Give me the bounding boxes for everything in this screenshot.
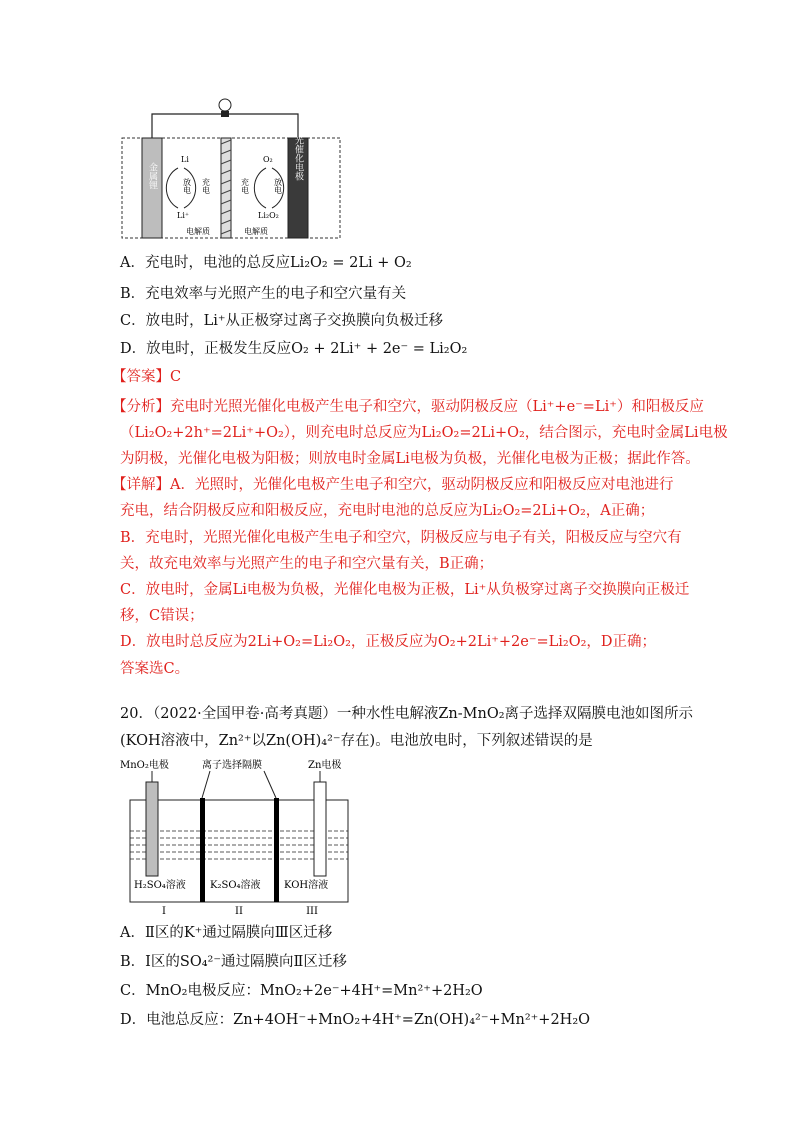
- detail-line-3: B．充电时，光照光催化电极产生电子和空穴，阴极反应与电子有关，阳极反应与空穴有: [120, 530, 682, 546]
- solution-1-label: H₂SO₄溶液: [134, 880, 186, 891]
- right-electrode-label: 光催化电极: [293, 135, 303, 181]
- zn-electrode-label: Zn电极: [308, 760, 342, 771]
- li-label: Li: [181, 155, 189, 164]
- charge-label-right: 充电: [240, 178, 250, 194]
- detail-line-6: 移，C错误；: [120, 608, 204, 624]
- analysis-label: 【分析】: [112, 399, 170, 415]
- discharge-label-left: 放电: [182, 178, 192, 194]
- mno2-electrode: [146, 782, 158, 876]
- detail-line-7: D．放电时总反应为2Li+O₂=Li₂O₂，正极反应为O₂+2Li⁺+2e⁻=Li₂O₂，D正确；: [120, 634, 657, 650]
- o2-label: O₂: [263, 155, 273, 164]
- battery-diagram-li-o2: [118, 96, 344, 246]
- charge-label-left: 充电: [201, 178, 211, 194]
- detail-line-8: 答案选C。: [120, 661, 190, 677]
- zone-3-label: III: [306, 906, 318, 917]
- li2o2-label: Li₂O₂: [258, 211, 279, 220]
- option-a-q20: A．Ⅱ区的K⁺通过隔膜向Ⅲ区迁移: [120, 925, 333, 941]
- electrolyte-label-right: 电解质: [244, 227, 268, 236]
- analysis-line-3: 为阴极，光催化电极为阳极；则放电时金属Li电极为负极，光催化电极为正极；据此作答。: [120, 451, 700, 467]
- answer-line: [112, 366, 181, 388]
- detail-line-5: C．放电时，金属Li电极为负极，光催化电极为正极，Li⁺从负极穿过离子交换膜向正极迁: [120, 582, 690, 598]
- solution-3-label: KOH溶液: [284, 880, 329, 891]
- q20-stem-line-1: 20．（2022·全国甲卷·高考真题）一种水性电解液Zn-MnO₂离子选择双隔膜电池如图所示: [120, 706, 694, 722]
- option-b-q20: B．Ⅰ区的SO₄²⁻通过隔膜向Ⅱ区迁移: [120, 954, 347, 970]
- discharge-label-right: 放电: [273, 178, 283, 194]
- option-c-q20: C．MnO₂电极反应：MnO₂+2e⁻+4H⁺=Mn²⁺+2H₂O: [120, 983, 483, 999]
- answer-label: 【答案】: [112, 369, 170, 385]
- left-electrode-label: 金属锂: [147, 162, 157, 190]
- option-d-q20: D．电池总反应：Zn+4OH⁻+MnO₂+4H⁺=Zn(OH)₄²⁻+Mn²⁺+2H₂O: [120, 1012, 591, 1028]
- detail-line-1: [112, 474, 673, 496]
- zn-electrode: [314, 782, 326, 876]
- membrane-left: [200, 798, 205, 902]
- option-b-q19: B．充电效率与光照产生的电子和空穴量有关: [120, 286, 407, 302]
- zone-1-label: I: [162, 906, 166, 917]
- detail-line-4: 关，故充电效率与光照产生的电子和空穴量有关，B正确；: [120, 556, 494, 572]
- mno2-electrode-label: MnO₂电极: [120, 760, 169, 771]
- membrane-right: [274, 798, 279, 902]
- electrolyte-label-left: 电解质: [186, 227, 210, 236]
- detail-line-2: 充电，结合阴极反应和阳极反应，充电时电池的总反应为Li₂O₂=2Li+O₂，A正确；: [120, 503, 655, 519]
- membrane-label: 离子选择隔膜: [202, 760, 262, 771]
- zone-2-label: II: [235, 906, 243, 917]
- solution-2-label: K₂SO₄溶液: [210, 880, 261, 891]
- analysis-text-1: 充电时光照光催化电极产生电子和空穴，驱动阴极反应（Li⁺+e⁻=Li⁺）和阳极反应: [170, 399, 704, 415]
- analysis-line-1: [112, 396, 704, 418]
- answer-value: C: [170, 369, 182, 385]
- option-c-q19: C．放电时，Li⁺从正极穿过离子交换膜向负极迁移: [120, 313, 444, 329]
- q20-stem-line-2: (KOH溶液中，Zn²⁺以Zn(OH)₄²⁻存在)。电池放电时，下列叙述错误的是: [120, 733, 593, 749]
- option-d-q19: D．放电时，正极发生反应O₂ + 2Li⁺ + 2e⁻ = Li₂O₂: [120, 341, 468, 357]
- battery-diagram-zn-mno2: [118, 758, 358, 918]
- analysis-line-2: （Li₂O₂+2h⁺=2Li⁺+O₂），则充电时总反应为Li₂O₂=2Li+O₂，结合图示，充电时金属Li电极: [120, 425, 728, 441]
- option-a-q19: A．充电时，电池的总反应Li₂O₂ = 2Li + O₂: [120, 255, 412, 271]
- li-plus-label: Li⁺: [177, 211, 190, 220]
- detail-label: 【详解】: [112, 477, 170, 493]
- detail-text-1: A．光照时，光催化电极产生电子和空穴，驱动阴极反应和阳极反应对电池进行: [170, 477, 674, 493]
